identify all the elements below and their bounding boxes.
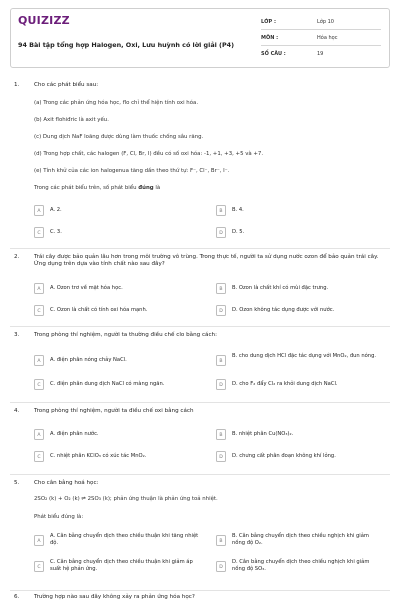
option-text: B. nhiệt phân Cu(NO₃)₂. bbox=[232, 431, 294, 437]
question-number: 4. bbox=[14, 408, 20, 414]
statement-e: (e) Tính khử của các ion halogenua tăng dần theo thứ tự: F⁻, Cl⁻, Br⁻, I⁻. bbox=[34, 168, 230, 174]
option-text: A. điện phân nóng chảy NaCl. bbox=[50, 357, 127, 363]
meta-row-count bbox=[261, 46, 381, 62]
option-letter: A bbox=[34, 429, 44, 440]
option-text: D. Cân bằng chuyển dịch theo chiều nghịch khi giảm nồng độ SO₃. bbox=[232, 559, 370, 572]
option-c[interactable] bbox=[34, 450, 194, 464]
question-5 bbox=[10, 474, 390, 586]
option-letter: B bbox=[216, 283, 226, 294]
question-number: 3. bbox=[14, 332, 20, 338]
option-c[interactable] bbox=[34, 226, 194, 240]
option-letter: B bbox=[216, 429, 226, 440]
option-text: C. nhiệt phân KClO₃ có xúc tác MnO₂. bbox=[50, 453, 147, 459]
prompt-text: Trong các phát biểu trên, số phát biểu bbox=[34, 185, 139, 191]
meta-key: LỚP : bbox=[261, 19, 276, 25]
question-divider bbox=[10, 590, 390, 591]
meta-key: MÔN : bbox=[261, 35, 279, 41]
statement-d: (d) Trong hợp chất, các halogen (F, Cl, Br, I) đều có số oxi hóa: -1, +1, +3, +5 và +7. bbox=[34, 151, 264, 157]
worksheet-meta bbox=[261, 14, 381, 62]
meta-row-subject bbox=[261, 30, 381, 46]
question-divider bbox=[10, 474, 390, 475]
option-d[interactable] bbox=[216, 304, 386, 318]
option-letter: B bbox=[216, 355, 226, 366]
question-text: Cho cân bằng hoá học: bbox=[34, 480, 99, 486]
option-text: A. 2. bbox=[50, 207, 62, 213]
option-a[interactable] bbox=[34, 533, 199, 548]
question-number: 6. bbox=[14, 594, 20, 600]
option-letter: C bbox=[34, 305, 44, 316]
option-text: C. điện phân dung dịch NaCl có màng ngăn. bbox=[50, 381, 165, 387]
question-divider bbox=[10, 248, 390, 249]
option-text: D. chưng cất phân đoạn không khí lỏng. bbox=[232, 453, 336, 459]
worksheet-title: 94 Bài tập tổng hợp Halogen, Oxi, Lưu huỳnh có lời giải (P4) bbox=[18, 41, 235, 49]
question-text: Trường hợp nào sau đây không xảy ra phản ứng hóa học? bbox=[34, 594, 195, 600]
option-letter: C bbox=[34, 451, 44, 462]
prompt-emphasis: đúng bbox=[138, 185, 154, 191]
option-b[interactable] bbox=[216, 428, 386, 442]
quizizz-logo: QUIZIZZ bbox=[18, 14, 70, 27]
option-d[interactable] bbox=[216, 378, 386, 392]
option-text: A. điện phân nước. bbox=[50, 431, 99, 437]
question-6 bbox=[10, 590, 390, 600]
option-d[interactable] bbox=[216, 450, 386, 464]
option-letter: A bbox=[34, 355, 44, 366]
option-letter: D bbox=[216, 227, 226, 238]
option-a[interactable] bbox=[34, 204, 194, 218]
option-text: B. 4. bbox=[232, 207, 244, 213]
meta-value: 19 bbox=[317, 51, 324, 57]
option-letter: A bbox=[34, 283, 44, 294]
option-b[interactable] bbox=[216, 204, 386, 218]
statement-a: (a) Trong các phản ứng hóa học, flo chỉ thể hiện tính oxi hóa. bbox=[34, 100, 199, 106]
option-d[interactable] bbox=[216, 560, 386, 574]
option-letter: D bbox=[216, 305, 226, 316]
question-prompt: Phát biểu đúng là: bbox=[34, 514, 84, 520]
option-letter: D bbox=[216, 451, 226, 462]
question-text: Trái cây được bảo quản lâu hơn trong môi trường vô trùng. Trong thực tế, người ta sử dụng nước ozon để bảo quản trái cây. Ứng dụng trên dựa vào tính chất nào sau đây? bbox=[34, 254, 379, 268]
option-text: C. Cân bằng chuyển dịch theo chiều thuận khi giảm áp suất hệ phản ứng. bbox=[50, 559, 193, 572]
question-number: 5. bbox=[14, 480, 20, 486]
option-letter: C bbox=[34, 379, 44, 390]
meta-row-class bbox=[261, 14, 381, 30]
option-letter: B bbox=[216, 205, 226, 216]
option-text: C. Ozon là chất có tính oxi hóa mạnh. bbox=[50, 307, 148, 313]
question-prompt bbox=[34, 185, 384, 192]
meta-value: Hóa học bbox=[317, 35, 338, 41]
option-text: B. Ozon là chất khí có mùi đặc trưng. bbox=[232, 285, 329, 291]
meta-value: Lớp 10 bbox=[317, 19, 334, 25]
option-text: D. cho F₂ đẩy Cl₂ ra khỏi dung dịch NaCl. bbox=[232, 381, 338, 387]
prompt-text: là bbox=[153, 185, 161, 191]
equilibrium-equation: 2SO₂ (k) + O₂ (k) ⇌ 2SO₃ (k); phản ứng thuận là phản ứng toả nhiệt. bbox=[34, 496, 218, 502]
question-4 bbox=[10, 402, 390, 470]
question-1 bbox=[10, 76, 390, 246]
question-text: Trong phòng thí nghiệm, người ta thường điều chế clo bằng cách: bbox=[34, 332, 217, 338]
question-number: 1. bbox=[14, 82, 20, 88]
option-text: C. 3. bbox=[50, 229, 62, 235]
question-2 bbox=[10, 248, 390, 322]
option-a[interactable] bbox=[34, 428, 194, 442]
option-b[interactable] bbox=[216, 534, 386, 548]
option-a[interactable] bbox=[34, 354, 194, 368]
statement-c: (c) Dung dịch NaF loãng được dùng làm thuốc chống sâu răng. bbox=[34, 134, 204, 140]
option-b[interactable] bbox=[216, 354, 386, 368]
option-letter: B bbox=[216, 535, 226, 546]
option-letter: C bbox=[34, 561, 44, 572]
meta-key: SỐ CÂU : bbox=[261, 51, 286, 57]
option-text: A. Ozon trơ về mặt hóa học. bbox=[50, 285, 123, 291]
option-letter: A bbox=[34, 205, 44, 216]
option-b[interactable] bbox=[216, 282, 386, 296]
option-c[interactable] bbox=[34, 378, 194, 392]
question-divider bbox=[10, 326, 390, 327]
question-3 bbox=[10, 326, 390, 398]
option-a[interactable] bbox=[34, 282, 194, 296]
statement-b: (b) Axit flohiđric là axit yếu. bbox=[34, 117, 109, 123]
option-text: A. Cân bằng chuyển dịch theo chiều thuận khi tăng nhiệt độ. bbox=[50, 533, 199, 546]
option-d[interactable] bbox=[216, 226, 386, 240]
option-text: D. Ozon không tác dụng được với nước. bbox=[232, 307, 335, 313]
option-c[interactable] bbox=[34, 304, 194, 318]
question-number: 2. bbox=[14, 254, 20, 260]
option-text: B. Cân bằng chuyển dịch theo chiều nghịch khi giảm nồng độ O₂. bbox=[232, 533, 369, 546]
question-divider bbox=[10, 402, 390, 403]
option-letter: C bbox=[34, 227, 44, 238]
option-letter: A bbox=[34, 535, 44, 546]
question-text: Trong phòng thí nghiệm, người ta điều chế oxi bằng cách bbox=[34, 408, 194, 414]
worksheet-header bbox=[10, 8, 390, 68]
option-letter: D bbox=[216, 379, 226, 390]
option-text: B. cho dung dịch HCl đặc tác dụng với MnO₂, đun nóng. bbox=[232, 353, 377, 359]
option-letter: D bbox=[216, 561, 226, 572]
option-c[interactable] bbox=[34, 560, 194, 574]
question-text: Cho các phát biểu sau: bbox=[34, 82, 99, 88]
option-text: D. 5. bbox=[232, 229, 245, 235]
